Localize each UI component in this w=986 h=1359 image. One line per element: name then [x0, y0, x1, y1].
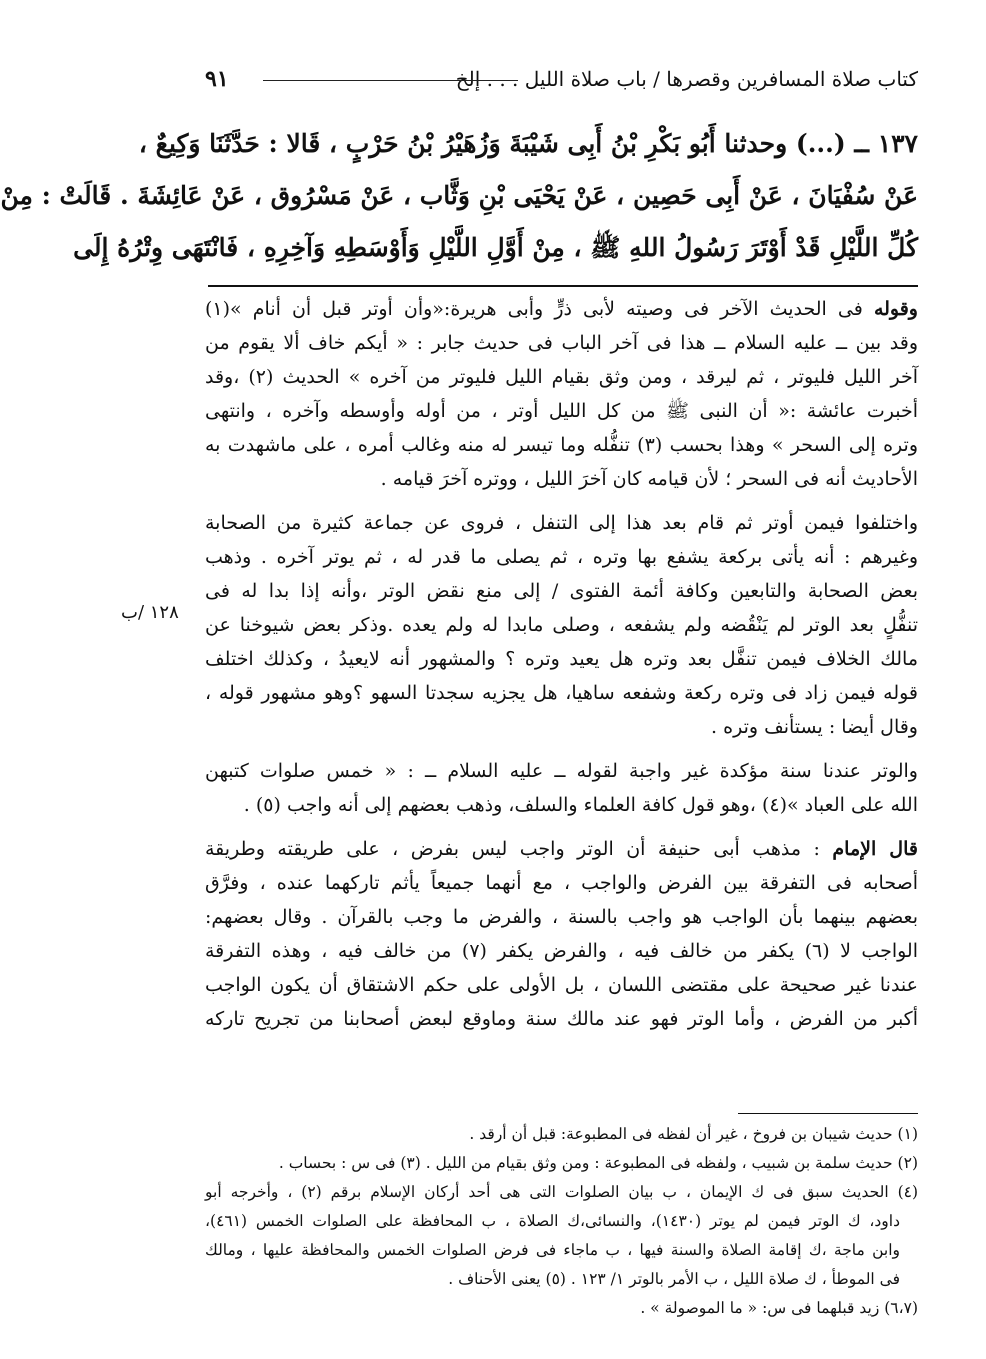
- text-line: أصحابه فى التفرقة بين الفرض والواجب ، مع أنهما جميعاً يأثم تاركهما عنده ، وفرَّق: [205, 872, 918, 894]
- paragraph: [205, 292, 918, 496]
- paragraph: [205, 506, 918, 744]
- text-line: آخر الليل فليوتر ، ثم ليرقد ، ومن وثق بقيام الليل فليوتر من آخره » الحديث (٢) ،وقد: [205, 366, 918, 388]
- hadith-text: [0, 118, 918, 274]
- text-line: وقال أيضا : يستأنف وتره .: [711, 716, 918, 738]
- text-line: قوله فيمن زاد فى وتره ركعة وشفعه ساهيا، هل يجزيه سجدتا السهو ؟وهو مشهور قوله ،: [205, 682, 918, 704]
- footnote-line: (٦،٧) زيد قبلهما فى س: « ما الموصولة » .: [640, 1299, 918, 1317]
- text-line: وقد بين ــ عليه السلام ــ هذا فى آخر الباب فى حديث جابر : « أيكم خاف ألا يقوم من: [205, 332, 918, 354]
- text-line: بعض الصحابة والتابعين وكافة أئمة الفتوى / إلى منع نقض الوتر ،وأنه إذا بدا له فى: [205, 580, 918, 602]
- footnote-line: داود، ك الوتر فيمن لم يوتر (١٤٣٠)، والنسائى،ك الصلاة ، ب المحافظة على الصلوات الخمس (٤٦١)،: [205, 1212, 900, 1230]
- text-line-content: : مذهب أبى حنيفة أن الوتر واجب ليس بفرض ، على طريقته وطريقة: [205, 838, 820, 860]
- text-line: وغيرهم : أنه يأتى بركعة يشفع بها وتره ، ثم يصلى ما قدر له ، ثم يوتر آخره . وذهب: [205, 546, 918, 568]
- text-line: أكبر من الفرض ، وأما الوتر فهو عند مالك سنة وماوقع لبعض أصحابنا من تجريح تاركه: [205, 1008, 918, 1030]
- text-line: والوتر عندنا سنة مؤكدة غير واجبة لقوله ــ عليه السلام ــ : « خمس صلوات كتبهن: [205, 760, 918, 782]
- paragraph: [205, 754, 918, 822]
- manuscript-folio-note: ١٢٨ /ب: [121, 602, 179, 623]
- text-line: وتره إلى السحر » وهذا بحسب (٣) تنفُّله وما تيسر له منه وغالب أمره ، على ماشهدت به: [205, 434, 919, 456]
- text-line: [205, 292, 918, 326]
- text-line: مالك الخلاف فيمن تنفَّل بعد وتره هل يعيد وتره ؟ والمشهور أنه لايعيدُ ، وكذلك اختلف: [205, 648, 918, 670]
- text-line: الله على العباد »(٤) ،وهو قول كافة العلماء والسلف، وذهب بعضهم إلى أنه واجب (٥) .: [243, 794, 918, 816]
- footnote-rule: [738, 1113, 918, 1114]
- page-number: ٩١: [205, 66, 229, 92]
- header-title: كتاب صلاة المسافرين وقصرها / باب صلاة الليل . . . إلخ: [455, 67, 918, 91]
- paragraph-lead: وقوله: [873, 298, 918, 320]
- hadith-line: ١٣٧ ــ (...) وحدثنا أَبُو بَكْرِ بْنُ أَبِى شَيْبَةَ وَزُهَيْرُ بْنُ حَرْبٍ ، قَالا : حَدَّثَنَا وَكِيعٌ ،: [138, 129, 918, 158]
- running-header: [205, 62, 918, 96]
- text-line: الأحاديث أنه فى السحر ؛ لأن قيامه كان آخرَ الليل ، ووتره آخرَ قيامه .: [380, 468, 918, 490]
- footnote-line: فى الموطأ ، ك صلاة الليل ، ب الأمر بالوتر ١/ ١٢٣ . (٥) يعنى الأحناف .: [448, 1270, 900, 1288]
- text-line: واختلفوا فيمن أوتر ثم قام بعد هذا إلى التنفل ، فروى عن جماعة كثيرة من الصحابة: [205, 512, 918, 534]
- text-line-content: فى الحديث الآخر فى وصيته لأبى ذرٍّ وأبى هريرة:«وأن أوتر قبل أن أنام »(١): [205, 298, 863, 320]
- header-rule: [263, 80, 518, 81]
- commentary-separator: [208, 285, 918, 287]
- text-line: عندنا غير صحيحة على مقتضى اللسان ، بل الأولى على حكم الاشتقاق أن يكون الواجب: [205, 974, 918, 996]
- footnotes: [205, 1120, 918, 1323]
- commentary-body: [205, 292, 918, 1036]
- text-line: أخبرت عائشة :« أن النبى ﷺ من كل الليل أوتر ، من أوله وأوسطه وآخره ، وانتهى: [205, 400, 918, 422]
- hadith-line: كُلِّ اللَّيْلِ قَدْ أَوْتَرَ رَسُولُ اللهِ ﷺ ، مِنْ أَوَّلِ اللَّيْلِ وَأَوْسَطِهِ وَآخِرِهِ ، فَانْتَهَى وِتْرُهُ إِلَى: [73, 233, 918, 262]
- paragraph-lead: قال الإمام: [832, 838, 918, 860]
- hadith-line: عَنْ سُفْيَانَ ، عَنْ أَبِى حَصِين ، عَنْ يَحْيَى بْنِ وَثَّاب ، عَنْ مَسْرُوق ، عَنْ عَائِشَةَ . قَالَتْ : مِنْ: [0, 181, 918, 210]
- footnote-line: (٢) حديث سلمة بن شبيب ، ولفظه فى المطبوعة : ومن وثق بقيام من الليل . (٣) فى س : بحساب .: [278, 1154, 918, 1172]
- text-line: تنفُّلٍ بعد الوتر لم يَنْقُضه ولم يشفعه ، وصلى مابدا له ولم يعده .وذكر بعض شيوخنا عن: [205, 614, 918, 636]
- footnote-line: وابن ماجة ،ك إقامة الصلاة والسنة فيها ، ب ماجاء فى فرض الصلوات الخمس والمحافظة عليها ، ومالك: [205, 1241, 900, 1259]
- text-line: [205, 832, 918, 866]
- footnote-line: (٤) الحديث سبق فى ك الإيمان ، ب بيان الصلوات التى هى أحد أركان الإسلام برقم (٢) ، وأخرجه أبو: [205, 1183, 919, 1201]
- footnote-line: (١) حديث شيبان بن فروخ ، غير أن لفظه فى المطبوعة: قبل أن أرقد .: [469, 1125, 918, 1143]
- text-line: بعضهم بينهما بأن الواجب هو واجب بالسنة ، والفرض ما وجب بالقرآن . وقال بعضهم:: [205, 906, 918, 928]
- text-line: الواجب لا (٦) يكفر من خالف فيه ، والفرض يكفر (٧) من خالف فيه ، وهذه التفرقة: [205, 940, 918, 962]
- paragraph: [205, 832, 918, 1036]
